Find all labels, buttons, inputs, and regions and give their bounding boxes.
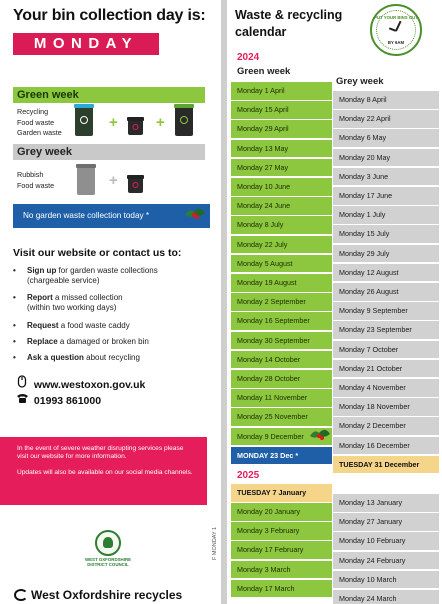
grey-week-date: Monday 15 July [333,225,439,243]
grey-week-date: Monday 18 November [333,398,439,416]
grey-week-label: Grey week [336,76,384,87]
calendar-title-line2: calendar [235,25,287,39]
calendar-title [235,7,342,41]
holly-icon [182,201,208,227]
green-week-date: Monday 5 August [231,255,332,273]
grey-week-date: Monday 10 March [333,571,439,589]
green-week-date: Monday 28 October [231,370,332,388]
recycle-icon [14,589,28,601]
grey-week-date: Monday 1 July [333,206,439,224]
green-week-date: Monday 11 November [231,389,332,407]
bullet-bold: Request [27,321,59,330]
bullet-bold: Sign up [27,266,57,275]
grey-week-date: Monday 9 September [333,302,439,320]
bullet-bold: Replace [27,337,58,346]
council-logo-text: WEST OXFORDSHIRE DISTRICT COUNCIL [84,557,132,567]
bullet-text: for garden waste collections [56,266,158,275]
green-week-date: Monday 9 December [231,428,332,446]
council-logo [78,530,138,567]
grey-week-date: Monday 6 May [333,129,439,147]
green-week-date: Monday 14 October [231,351,332,369]
year-2025: 2025 [237,470,260,481]
left-panel: Your bin collection day is: MONDAY Green week Recycling Food waste Garden waste + + Grey week Rubbish Food waste + No garden waste collection today * Visit our website or contact us to: • Sign up for garden waste collections (chargeable service) • Report a missed collection (within two working days) • Request a food waste caddy • Replace a damaged or broken bin • Ask a question about recycling www.westoxon.gov.uk 01993 861000 In the event of severe weather disrupting services please visit our website for more information. Updates will also be available on our social media channels. WEST OXFORDSHIRE DISTRICT COUNCIL West Oxfordshire recycles [0,0,210,604]
updates-text: Updates will also be available on our social media channels. [17,468,193,476]
garden-waste-notice: No garden waste collection today * [13,204,210,228]
mouse-icon [13,375,31,391]
collection-day-banner: MONDAY [13,33,159,55]
green-week-date: Monday 20 January [231,503,332,521]
green-week-date: Monday 17 March [231,580,332,598]
plus-icon: + [109,172,118,189]
green-week-item: Garden waste [17,128,62,137]
phone-row[interactable] [13,393,101,407]
green-week-date: Monday 30 September [231,332,332,350]
green-week-date: Monday 27 May [231,159,332,177]
green-week-date: Monday 3 March [231,561,332,579]
bullet-subtext: (within two working days) [27,303,117,312]
green-week-item: Recycling [17,107,49,116]
green-week-heading: Green week [13,87,205,103]
grey-week-date: Monday 4 November [333,379,439,397]
green-week-date: Monday 29 April [231,120,332,138]
rubbish-bin-icon [77,164,95,195]
bullet-text: a damaged or broken bin [57,337,149,346]
visit-heading: Visit our website or contact us to: [13,247,182,259]
grey-week-date: Monday 10 February [333,532,439,550]
green-week-date: Monday 3 February [231,522,332,540]
grey-week-item: Rubbish [17,170,44,179]
green-week-date: Monday 22 July [231,236,332,254]
grey-week-date: Monday 13 January [333,494,439,512]
grey-week-date: Monday 12 August [333,264,439,282]
green-week-date: Monday 25 November [231,408,332,426]
brand-text: West Oxfordshire recycles [31,588,183,602]
grey-week-date: Monday 17 June [333,187,439,205]
grey-week-item: Food waste [17,180,55,190]
grey-week-date: Monday 7 October [333,341,439,359]
green-week-special-date: MONDAY 23 Dec * [231,447,332,465]
grey-week-date: Monday 20 May [333,149,439,167]
green-week-date: Monday 19 August [231,274,332,292]
bullet-bold: Ask a question [27,353,84,362]
green-week-date: Monday 10 June [231,178,332,196]
grey-week-date: Monday 27 January [333,513,439,531]
grey-week-date: Monday 22 April [333,110,439,128]
green-week-special-date: TUESDAY 7 January [231,484,332,502]
plus-icon: + [109,114,118,131]
recycling-bin-icon [75,104,93,136]
fold-label: F MONDAY 1 [212,526,218,560]
holly-icon [307,422,333,448]
grey-week-date: Monday 8 April [333,91,439,109]
green-week-date: Monday 2 September [231,293,332,311]
council-crest-icon [95,530,121,556]
badge-top-text: PUT YOUR BINS OUT [374,15,418,20]
grey-week-date: Monday 24 March [333,590,439,604]
food-caddy-icon [128,175,143,193]
green-week-date: Monday 15 April [231,101,332,119]
green-week-label: Green week [237,66,291,77]
bullet-bold: Report [27,293,53,302]
grey-week-heading: Grey week [13,144,205,160]
green-week-item: Food waste [17,117,55,127]
green-week-date: Monday 17 February [231,541,332,559]
phone-icon [13,393,31,407]
weather-text: In the event of severe weather disrupting services please visit our website for more information. [17,445,184,461]
grey-week-date: Monday 2 December [333,417,439,435]
bins-out-badge [370,4,422,56]
grey-week-items [17,170,54,191]
grey-week-date: Monday 16 December [333,437,439,455]
badge-bottom-text: BY 6AM [387,40,405,45]
weather-notice [0,437,207,505]
bullet-text: a food waste caddy [58,321,130,330]
grey-week-date: Monday 29 July [333,245,439,263]
year-2024: 2024 [237,52,260,63]
garden-bin-icon [175,104,193,136]
plus-icon: + [156,114,165,131]
website-link[interactable]: www.westoxon.gov.uk [33,379,146,391]
bullet-text: a missed collection [52,293,123,302]
grey-week-date: Monday 3 June [333,168,439,186]
green-week-date: Monday 1 April [231,82,332,100]
brand-footer [14,588,182,602]
grey-week-date: Monday 24 February [333,552,439,570]
grey-week-special-date: TUESDAY 31 December [333,456,439,474]
website-row[interactable] [13,375,145,391]
green-week-date: Monday 8 July [231,216,332,234]
green-week-date: Monday 13 May [231,140,332,158]
green-week-date: Monday 24 June [231,197,332,215]
bullet-text: about recycling [83,353,140,362]
grey-week-date: Monday 23 September [333,321,439,339]
phone-number[interactable]: 01993 861000 [33,395,102,407]
calendar-panel [227,0,442,604]
green-week-date: Monday 16 September [231,312,332,330]
grey-week-date: Monday 21 October [333,360,439,378]
green-week-items [17,107,62,139]
food-caddy-icon [128,117,143,135]
grey-week-date: Monday 26 August [333,283,439,301]
calendar-title-line1: Waste & recycling [235,8,343,22]
bullet-subtext: (chargeable service) [27,276,100,285]
page-title: Your bin collection day is: [13,7,206,24]
